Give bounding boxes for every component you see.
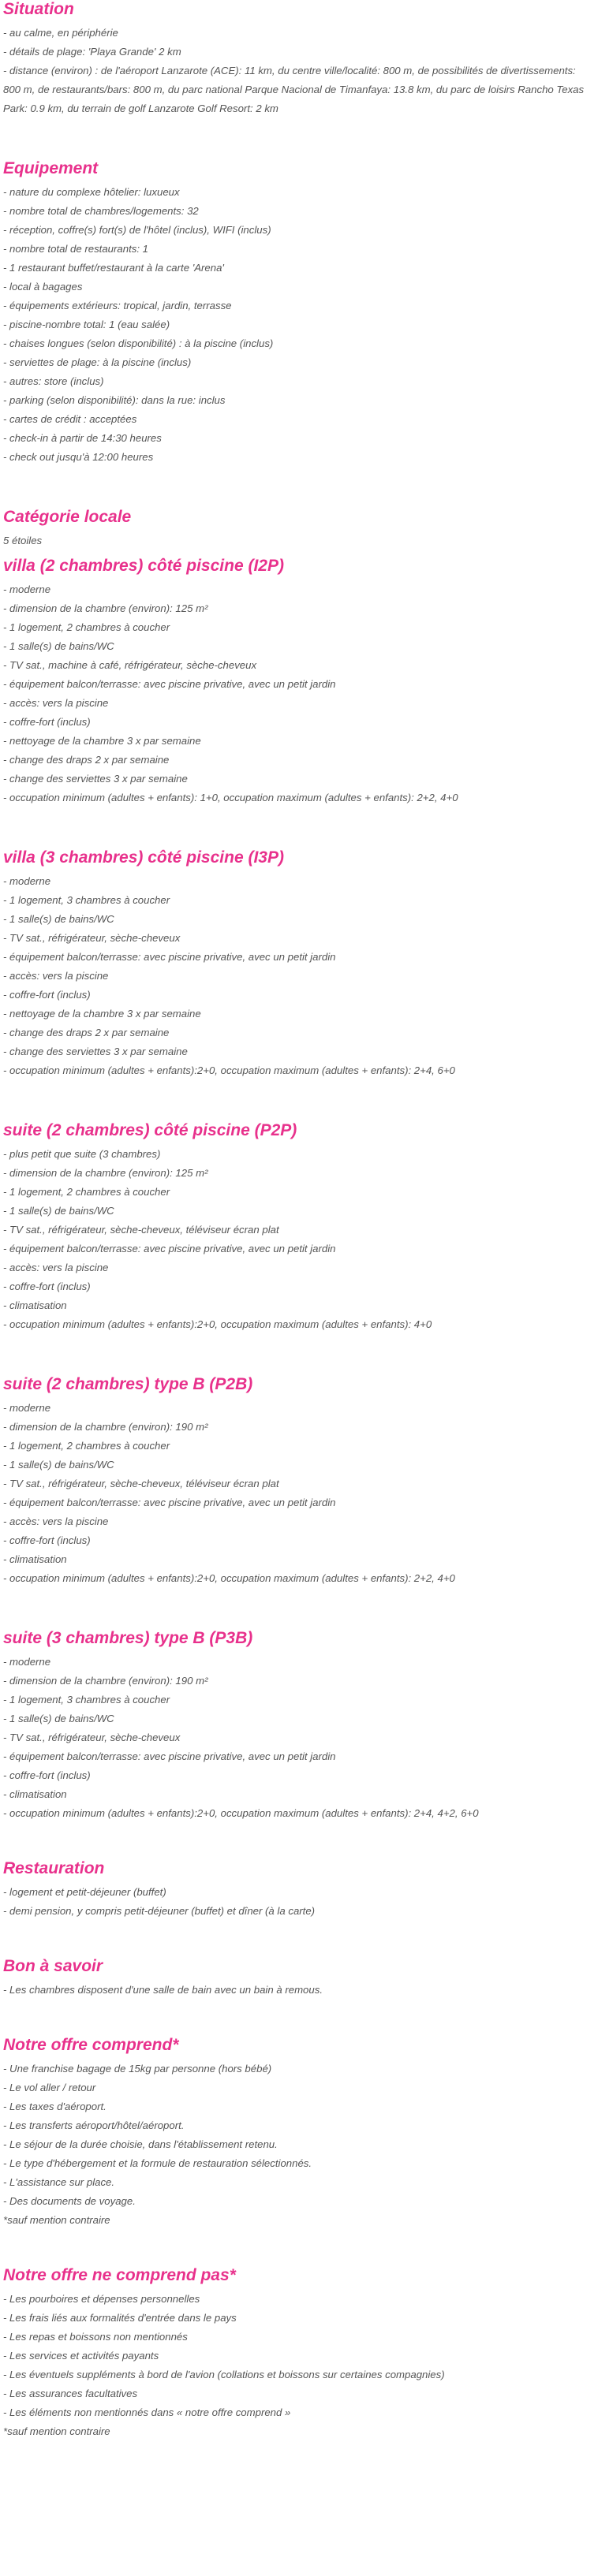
list-item: - TV sat., machine à café, réfrigérateur, sèche-cheveux <box>3 659 257 671</box>
section-list <box>3 580 595 807</box>
list-item: - 1 logement, 2 chambres à coucher <box>3 1440 170 1452</box>
section-spacer <box>3 2000 595 2036</box>
section-title: suite (2 chambres) type B (P2B) <box>3 1375 253 1393</box>
section-offre-comprend <box>3 2036 595 2230</box>
list-item: - Le type d'hébergement et la formule de restauration sélectionnés. <box>3 2157 312 2169</box>
section-spacer <box>3 1334 595 1375</box>
section-villa-i2p <box>3 557 595 807</box>
section-spacer <box>3 1823 595 1859</box>
section-equipement <box>3 159 595 467</box>
list-item: - équipement balcon/terrasse: avec piscine privative, avec un petit jardin <box>3 1243 336 1254</box>
list-item: - cartes de crédit : acceptées <box>3 413 137 425</box>
list-item: - nombre total de restaurants: 1 <box>3 243 148 255</box>
list-item: - Les assurances facultatives <box>3 2388 138 2399</box>
list-item: - L'assistance sur place. <box>3 2176 115 2188</box>
section-title: suite (2 chambres) côté piscine (P2P) <box>3 1121 297 1139</box>
section-spacer <box>3 467 595 508</box>
list-item: - coffre-fort (inclus) <box>3 989 91 1001</box>
section-title: Restauration <box>3 1859 105 1877</box>
list-item: - chaises longues (selon disponibilité) : à la piscine (inclus) <box>3 337 274 349</box>
list-item: - Les éventuels suppléments à bord de l'avion (collations et boissons sur certaines compagnies) <box>3 2369 445 2380</box>
list-item: - 1 salle(s) de bains/WC <box>3 1713 114 1724</box>
section-title: Bon à savoir <box>3 1957 103 1975</box>
section-list <box>3 1399 595 1588</box>
list-item: - climatisation <box>3 1299 67 1311</box>
list-item: - occupation minimum (adultes + enfants):2+0, occupation maximum (adultes + enfants): 2+4, 6+0 <box>3 1064 455 1076</box>
section-categorie <box>3 508 595 550</box>
section-suite-p2b <box>3 1375 595 1588</box>
list-item: - TV sat., réfrigérateur, sèche-cheveux, téléviseur écran plat <box>3 1224 279 1236</box>
list-item: - Le séjour de la durée choisie, dans l'établissement retenu. <box>3 2138 278 2150</box>
list-item: - équipement balcon/terrasse: avec piscine privative, avec un petit jardin <box>3 951 336 963</box>
list-item: - TV sat., réfrigérateur, sèche-cheveux <box>3 932 181 944</box>
list-item: - 1 salle(s) de bains/WC <box>3 1205 114 1217</box>
section-list <box>3 1653 595 1823</box>
list-item: - autres: store (inclus) <box>3 375 104 387</box>
list-item: - Les transferts aéroport/hôtel/aéroport. <box>3 2119 185 2131</box>
list-item: - moderne <box>3 583 51 595</box>
list-item: - 1 salle(s) de bains/WC <box>3 913 114 925</box>
list-item: - Une franchise bagage de 15kg par personne (hors bébé) <box>3 2063 272 2075</box>
list-item: - plus petit que suite (3 chambres) <box>3 1148 161 1160</box>
list-item: - Les frais liés aux formalités d'entrée dans le pays <box>3 2312 237 2324</box>
list-item: - serviettes de plage: à la piscine (inclus) <box>3 356 192 368</box>
list-item: - Les chambres disposent d'une salle de bain avec un bain à remous. <box>3 1984 323 1996</box>
section-title: suite (3 chambres) type B (P3B) <box>3 1629 253 1647</box>
section-spacer <box>3 1921 595 1957</box>
list-item: - coffre-fort (inclus) <box>3 1769 91 1781</box>
section-list <box>3 2060 595 2230</box>
section-title: villa (2 chambres) côté piscine (I2P) <box>3 557 284 575</box>
list-item: - moderne <box>3 875 51 887</box>
section-situation <box>3 0 595 118</box>
list-item: - change des serviettes 3 x par semaine <box>3 1046 188 1057</box>
list-item: *sauf mention contraire <box>3 2214 110 2226</box>
list-item: - piscine-nombre total: 1 (eau salée) <box>3 319 170 330</box>
list-item: - dimension de la chambre (environ): 190 m² <box>3 1675 208 1687</box>
section-title: Notre offre comprend* <box>3 2036 179 2054</box>
section-list <box>3 183 595 467</box>
section-title: Catégorie locale <box>3 508 132 526</box>
list-item: - occupation minimum (adultes + enfants): 1+0, occupation maximum (adultes + enfants): 2+2, 4+0 <box>3 792 458 803</box>
list-item: - Des documents de voyage. <box>3 2195 136 2207</box>
list-item: - nettoyage de la chambre 3 x par semaine <box>3 735 201 747</box>
list-item: - détails de plage: 'Playa Grande' 2 km <box>3 46 181 58</box>
list-item: - au calme, en périphérie <box>3 27 118 39</box>
list-item: *sauf mention contraire <box>3 2425 110 2437</box>
list-item: - TV sat., réfrigérateur, sèche-cheveux <box>3 1732 181 1743</box>
list-item: - Les éléments non mentionnés dans « notre offre comprend » <box>3 2406 291 2418</box>
list-item: - 1 logement, 3 chambres à coucher <box>3 894 170 906</box>
section-spacer <box>3 1588 595 1629</box>
list-item: - occupation minimum (adultes + enfants):2+0, occupation maximum (adultes + enfants): 4+0 <box>3 1318 432 1330</box>
section-title: Equipement <box>3 159 99 177</box>
list-item: - change des draps 2 x par semaine <box>3 1027 170 1038</box>
list-item: - occupation minimum (adultes + enfants):2+0, occupation maximum (adultes + enfants): 2+4, 4+2, 6+0 <box>3 1807 479 1819</box>
list-item: - 1 logement, 3 chambres à coucher <box>3 1694 170 1706</box>
list-item: - accès: vers la piscine <box>3 1515 109 1527</box>
list-item: - climatisation <box>3 1788 67 1800</box>
list-item: - équipement balcon/terrasse: avec piscine privative, avec un petit jardin <box>3 1750 336 1762</box>
list-item: - 1 salle(s) de bains/WC <box>3 1459 114 1471</box>
list-item: - équipement balcon/terrasse: avec piscine privative, avec un petit jardin <box>3 1497 336 1508</box>
section-villa-i3p <box>3 848 595 1080</box>
list-item: - check-in à partir de 14:30 heures <box>3 432 162 444</box>
section-title: Situation <box>3 0 74 18</box>
section-spacer <box>3 2230 595 2266</box>
list-item: - local à bagages <box>3 281 83 293</box>
list-item: - distance (environ) : de l'aéroport Lanzarote (ACE): 11 km, du centre ville/localité: 800 m, de possibilités de divertissements: 800 m, de restaurants/bars: 800 m, du parc national Parque Nacional de Timanfaya: 13.8 km, du parc de loisirs Rancho Texas Park: 0.9 km, du terrain de golf Lanzarote Golf Resort: 2 km <box>3 65 585 114</box>
list-item: - logement et petit-déjeuner (buffet) <box>3 1886 166 1898</box>
section-offre-ne-comprend-pas <box>3 2266 595 2441</box>
list-item: - coffre-fort (inclus) <box>3 1534 91 1546</box>
list-item: - change des serviettes 3 x par semaine <box>3 773 188 785</box>
list-item: - réception, coffre(s) fort(s) de l'hôtel (inclus), WIFI (inclus) <box>3 224 271 236</box>
list-item: - coffre-fort (inclus) <box>3 1281 91 1292</box>
list-item: - Le vol aller / retour <box>3 2082 96 2093</box>
list-item: - équipements extérieurs: tropical, jardin, terrasse <box>3 300 232 311</box>
list-item: - 1 salle(s) de bains/WC <box>3 640 114 652</box>
section-list <box>3 2290 595 2441</box>
list-item: - demi pension, y compris petit-déjeuner (buffet) et dîner (à la carte) <box>3 1905 316 1917</box>
list-item: - nettoyage de la chambre 3 x par semaine <box>3 1008 201 1020</box>
list-item: - climatisation <box>3 1553 67 1565</box>
sections-container <box>3 0 595 2441</box>
list-item: - check out jusqu'à 12:00 heures <box>3 451 154 463</box>
list-item: - dimension de la chambre (environ): 190 m² <box>3 1421 208 1433</box>
list-item: - nature du complexe hôtelier: luxueux <box>3 186 180 198</box>
list-item: - moderne <box>3 1402 51 1414</box>
list-item: - 1 logement, 2 chambres à coucher <box>3 1186 170 1198</box>
section-list <box>3 1981 595 2000</box>
section-list <box>3 1883 595 1921</box>
list-item: - équipement balcon/terrasse: avec piscine privative, avec un petit jardin <box>3 678 336 690</box>
list-item: - dimension de la chambre (environ): 125 m² <box>3 1167 208 1179</box>
section-bon-a-savoir <box>3 1957 595 2000</box>
section-suite-p3b <box>3 1629 595 1823</box>
list-item: - Les services et activités payants <box>3 2350 159 2362</box>
list-item: - occupation minimum (adultes + enfants):2+0, occupation maximum (adultes + enfants): 2+2, 4+0 <box>3 1572 455 1584</box>
section-spacer <box>3 550 595 557</box>
list-item: - accès: vers la piscine <box>3 697 109 709</box>
list-item: - TV sat., réfrigérateur, sèche-cheveux, téléviseur écran plat <box>3 1478 279 1489</box>
section-title: Notre offre ne comprend pas* <box>3 2266 236 2284</box>
list-item: - Les taxes d'aéroport. <box>3 2101 107 2112</box>
section-list <box>3 531 595 550</box>
section-list <box>3 24 595 118</box>
list-item: - 1 logement, 2 chambres à coucher <box>3 621 170 633</box>
list-item: - moderne <box>3 1656 51 1668</box>
list-item: - change des draps 2 x par semaine <box>3 754 170 766</box>
section-list <box>3 872 595 1080</box>
list-item: - accès: vers la piscine <box>3 1262 109 1273</box>
list-item: - Les repas et boissons non mentionnés <box>3 2331 188 2343</box>
section-title: villa (3 chambres) côté piscine (I3P) <box>3 848 284 867</box>
list-item: - coffre-fort (inclus) <box>3 716 91 728</box>
section-spacer <box>3 1080 595 1121</box>
section-spacer <box>3 118 595 159</box>
section-restauration <box>3 1859 595 1921</box>
section-spacer <box>3 807 595 848</box>
list-item: - nombre total de chambres/logements: 32 <box>3 205 199 217</box>
section-suite-p2p <box>3 1121 595 1334</box>
section-list <box>3 1145 595 1334</box>
list-item: - accès: vers la piscine <box>3 970 109 982</box>
list-item: - parking (selon disponibilité): dans la rue: inclus <box>3 394 226 406</box>
list-item: - dimension de la chambre (environ): 125 m² <box>3 602 208 614</box>
list-item: 5 étoiles <box>3 535 43 546</box>
list-item: - 1 restaurant buffet/restaurant à la carte 'Arena' <box>3 262 224 274</box>
list-item: - Les pourboires et dépenses personnelles <box>3 2293 200 2305</box>
